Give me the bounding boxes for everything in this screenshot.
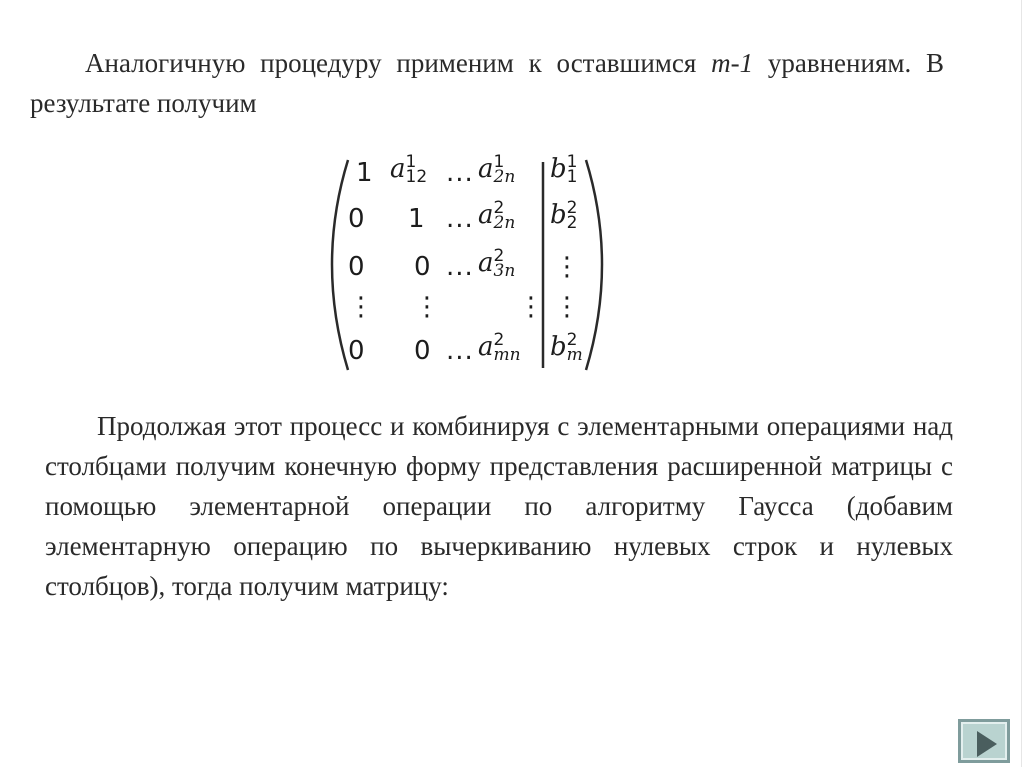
cell-r3-c1: 0 <box>348 252 365 282</box>
cell-r2-c3: a 2 2n <box>478 197 516 233</box>
cell-r5-c3: a 2 mn <box>478 329 521 365</box>
vdots-r4-c1: ⋮ <box>348 292 374 322</box>
cell-r3-c2: 0 <box>414 252 431 282</box>
dots-r2: ... <box>446 204 474 234</box>
cell-r3-c3: a 2 3n <box>478 245 516 281</box>
dots-r5: ... <box>446 336 474 366</box>
cell-r1-c2: a 1 12 <box>390 151 428 187</box>
paragraph-intro: Аналогичную процедуру применим к оставшимся m-1 уравнениям. В результате получим <box>30 48 944 118</box>
vdots-r3-b: ⋮ <box>554 252 580 282</box>
dots-r1: ... <box>446 158 474 188</box>
paragraph-continuation: Продолжая этот процесс и комбинируя с элементарными операциями над столбцами получим конечную форму представления расширенной матрицы с помощью элементарной операции по алгоритму Гаусса (добавим элементарную операцию по вычеркиванию нулевых строк и нулевых столбцов), тогда получим матрицу: <box>45 411 953 601</box>
left-parenthesis <box>332 160 348 370</box>
next-slide-button[interactable] <box>958 719 1010 763</box>
vdots-r4-b: ⋮ <box>554 292 580 322</box>
cell-r2-c2: 1 <box>408 204 425 234</box>
dots-r3: ... <box>446 252 474 282</box>
right-parenthesis <box>586 160 602 370</box>
play-triangle-icon <box>977 731 997 757</box>
cell-r5-c1: 0 <box>348 336 365 366</box>
cell-r5-c2: 0 <box>414 336 431 366</box>
math-m-minus-1: m-1 <box>711 48 754 78</box>
slide-edge-line <box>1021 0 1022 767</box>
cell-r2-c1: 0 <box>348 204 365 234</box>
vdots-r4-c3: ⋮ <box>518 292 544 322</box>
cell-r5-b: b 2 m <box>550 329 583 365</box>
cell-r1-c3: a 1 2n <box>478 151 516 187</box>
vdots-r4-c2: ⋮ <box>414 292 440 322</box>
augmented-matrix <box>318 152 618 377</box>
cell-r2-b: b 2 2 <box>550 197 578 233</box>
cell-r1-c1: 1 <box>356 158 373 188</box>
cell-r1-b: b 1 1 <box>550 151 578 187</box>
